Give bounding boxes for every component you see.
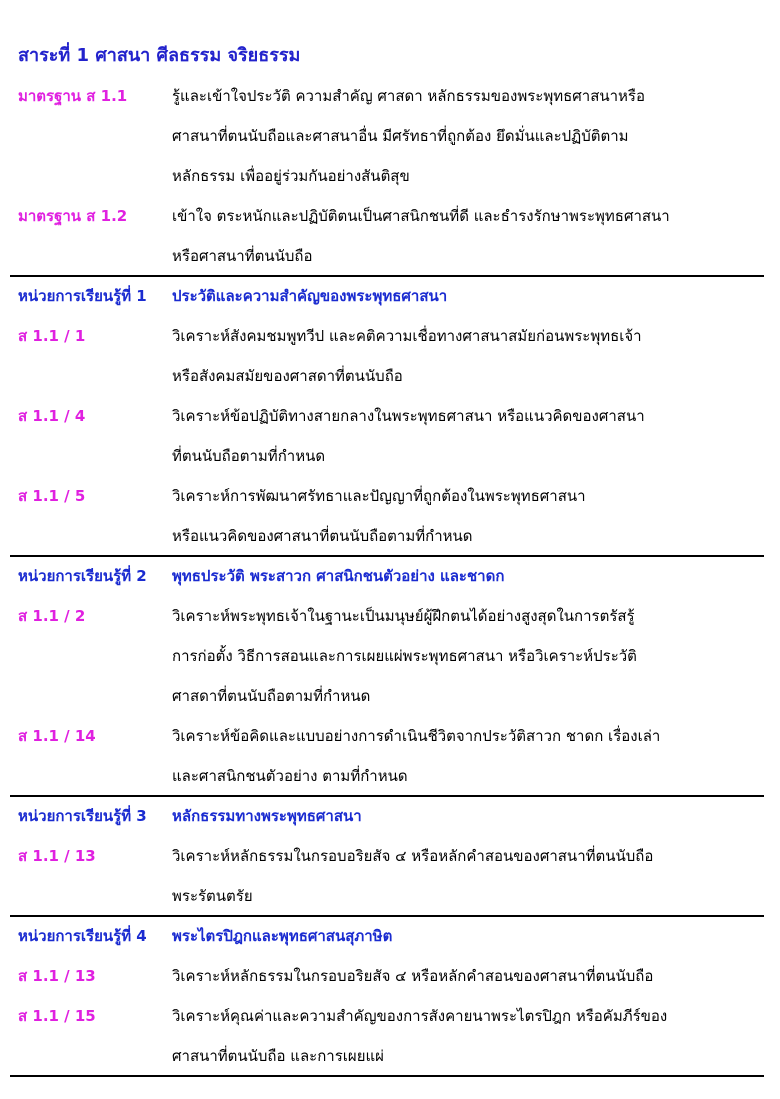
unit-label: หน่วยการเรียนรู้ที่ 4 — [18, 927, 147, 945]
unit-label: หน่วยการเรียนรู้ที่ 1 — [18, 287, 147, 305]
indicator-row — [0, 756, 780, 796]
standard-row — [0, 196, 780, 236]
description-line: ศาสนาที่ตนนับถือและศาสนาอื่น มีศรัทธาที่ถูกต้อง ยึดมั่นและปฏิบัติตาม — [172, 127, 629, 145]
unit-header — [0, 556, 780, 596]
indicator-row — [0, 876, 780, 916]
indicator-row — [0, 996, 780, 1036]
indicator-row — [0, 1036, 780, 1076]
standard-row — [0, 116, 780, 156]
indicator-row — [0, 716, 780, 756]
unit-label: หน่วยการเรียนรู้ที่ 3 — [18, 807, 147, 825]
description-line: วิเคราะห์คุณค่าและความสำคัญของการสังคายนาพระไตรปิฎก หรือคัมภีร์ของ — [172, 1007, 668, 1025]
indicator-code: ส 1.1 / 13 — [18, 967, 96, 985]
indicator-code: ส 1.1 / 13 — [18, 847, 96, 865]
indicator-row — [0, 596, 780, 636]
indicator-row — [0, 316, 780, 356]
description-line: รู้และเข้าใจประวัติ ความสำคัญ ศาสดา หลักธรรมของพระพุทธศาสนาหรือ — [172, 87, 645, 105]
description-line: วิเคราะห์การพัฒนาศรัทธาและปัญญาที่ถูกต้องในพระพุทธศาสนา — [172, 487, 586, 505]
section-divider — [10, 1075, 764, 1077]
unit-title: พุทธประวัติ พระสาวก ศาสนิกชนตัวอย่าง และชาดก — [172, 567, 505, 585]
indicator-row — [0, 836, 780, 876]
indicator-code: ส 1.1 / 2 — [18, 607, 86, 625]
standard-row — [0, 156, 780, 196]
description-line: พระรัตนตรัย — [172, 887, 253, 905]
indicator-row — [0, 676, 780, 716]
description-line: วิเคราะห์ข้อปฏิบัติทางสายกลางในพระพุทธศาสนา หรือแนวคิดของศาสนา — [172, 407, 645, 425]
indicator-row — [0, 636, 780, 676]
description-line: หรือสังคมสมัยของศาสดาที่ตนนับถือ — [172, 367, 403, 385]
description-line: วิเคราะห์หลักธรรมในกรอบอริยสัจ ๔ หรือหลักคำสอนของศาสนาที่ตนนับถือ — [172, 967, 654, 985]
description-line: ศาสนาที่ตนนับถือ และการเผยแผ่ — [172, 1047, 384, 1065]
indicator-row — [0, 356, 780, 396]
indicator-code: ส 1.1 / 15 — [18, 1007, 96, 1025]
description-line: ศาสดาที่ตนนับถือตามที่กำหนด — [172, 687, 371, 705]
unit-header — [0, 276, 780, 316]
indicator-code: ส 1.1 / 5 — [18, 487, 86, 505]
indicator-row — [0, 956, 780, 996]
description-line: วิเคราะห์ข้อคิดและแบบอย่างการดำเนินชีวิตจากประวัติสาวก ชาดก เรื่องเล่า — [172, 727, 661, 745]
description-line: หลักธรรม เพื่ออยู่ร่วมกันอย่างสันติสุข — [172, 167, 410, 185]
indicator-row — [0, 436, 780, 476]
unit-header — [0, 916, 780, 956]
indicator-code: ส 1.1 / 4 — [18, 407, 86, 425]
indicator-row — [0, 516, 780, 556]
description-line: วิเคราะห์พระพุทธเจ้าในฐานะเป็นมนุษย์ผู้ฝึกตนได้อย่างสูงสุดในการตรัสรู้ — [172, 607, 635, 625]
indicator-code: ส 1.1 / 14 — [18, 727, 96, 745]
indicator-code: ส 1.1 / 1 — [18, 327, 86, 345]
description-line: เข้าใจ ตระหนักและปฏิบัติตนเป็นศาสนิกชนที่ดี และธำรงรักษาพระพุทธศาสนา — [172, 207, 670, 225]
description-line: ที่ตนนับถือตามที่กำหนด — [172, 447, 326, 465]
standard-label: มาตรฐาน ส 1.1 — [18, 87, 128, 105]
description-line: หรือศาสนาที่ตนนับถือ — [172, 247, 313, 265]
description-line: วิเคราะห์หลักธรรมในกรอบอริยสัจ ๔ หรือหลักคำสอนของศาสนาที่ตนนับถือ — [172, 847, 654, 865]
page-title: สาระที่ 1 ศาสนา ศีลธรรม จริยธรรม — [18, 45, 301, 66]
unit-title: พระไตรปิฎกและพุทธศาสนสุภาษิต — [172, 927, 393, 945]
standard-row — [0, 236, 780, 276]
unit-title: หลักธรรมทางพระพุทธศาสนา — [172, 807, 362, 825]
standard-row — [0, 76, 780, 116]
description-line: หรือแนวคิดของศาสนาที่ตนนับถือตามที่กำหนด — [172, 527, 473, 545]
description-line: วิเคราะห์สังคมชมพูทวีป และคติความเชื่อทางศาสนาสมัยก่อนพระพุทธเจ้า — [172, 327, 642, 345]
indicator-row — [0, 396, 780, 436]
unit-header — [0, 796, 780, 836]
unit-title: ประวัติและความสำคัญของพระพุทธศาสนา — [172, 287, 448, 305]
description-line: การก่อตั้ง วิธีการสอนและการเผยแผ่พระพุทธศาสนา หรือวิเคราะห์ประวัติ — [172, 647, 637, 665]
description-line: และศาสนิกชนตัวอย่าง ตามที่กำหนด — [172, 767, 408, 785]
standard-label: มาตรฐาน ส 1.2 — [18, 207, 128, 225]
unit-label: หน่วยการเรียนรู้ที่ 2 — [18, 567, 147, 585]
indicator-row — [0, 476, 780, 516]
